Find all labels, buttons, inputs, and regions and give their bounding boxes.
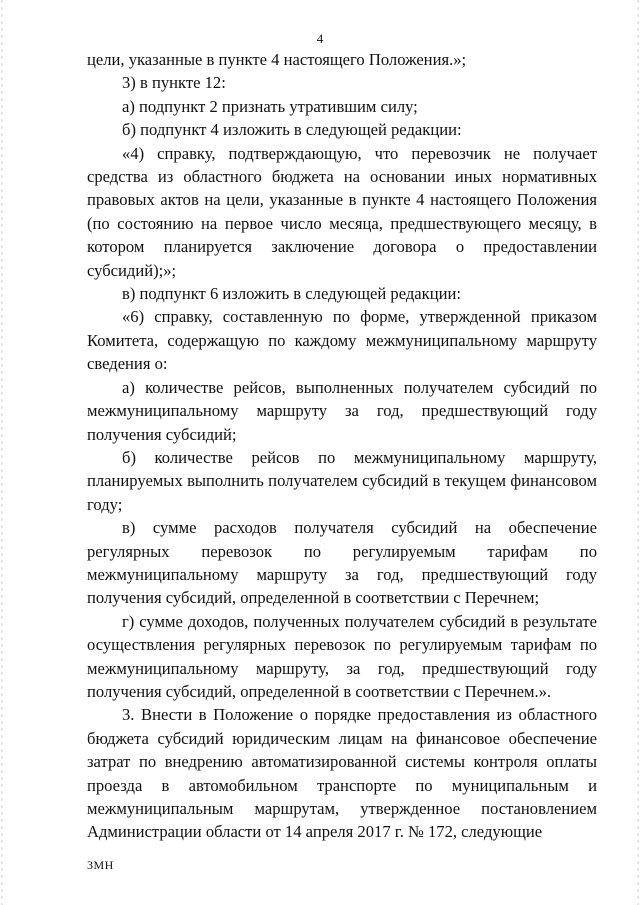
paragraph-info-a: а) количестве рейсов, выполненных получателем субсидий по межмуниципальному маршруту за год, предшествующий году получения субсидий; [87, 377, 597, 444]
paragraph-info-g: г) сумме доходов, полученных получателем субсидий в результате осуществления регулярных перевозок по регулируемым тарифам по межмуниципальному маршруту, за год, предшествующий году получения субсидий, определенной в соответствии с Перечнем.». [87, 611, 597, 701]
scan-edge-right [637, 0, 639, 905]
paragraph-item-3-amend: 3. Внести в Положение о порядке предоставления из областного бюджета субсидий юридическим лицам на финансовое обеспечение затрат по внедрению автоматизированной системы контроля оплаты проезда в автомобильном транспорте по муниципальным и межмуниципальным маршрутам, утвержденное постановлением Администрации области от 14 апреля 2017 г. № 172, следующие [87, 705, 597, 842]
footer-code: 3МН [87, 858, 114, 872]
paragraph-subitem-a: а) подпункт 2 признать утратившим силу; [122, 96, 418, 116]
document-body [87, 48, 597, 844]
page-number: 4 [316, 31, 324, 46]
paragraph-subitem-b: б) подпункт 4 изложить в следующей редакции: [122, 120, 462, 140]
scan-edge-left [1, 0, 3, 905]
paragraph-continuation: цели, указанные в пункте 4 настоящего Положения.»; [87, 50, 467, 69]
paragraph-subitem-v: в) подпункт 6 изложить в следующей редакции: [122, 284, 461, 304]
paragraph-info-b: б) количестве рейсов по межмуниципальному маршруту, планируемых выполнить получателем субсидий в текущем финансовом году; [87, 447, 597, 514]
paragraph-item-3: 3) в пункте 12: [122, 73, 226, 93]
paragraph-quote-6: «6) справку, составленную по форме, утвержденной приказом Комитета, содержащую по каждому межмуниципальному маршруту сведения о: [87, 307, 597, 374]
paragraph-quote-4: «4) справку, подтверждающую, что перевозчик не получает средства из областного бюджета на основании иных нормативных правовых актов на цели, указанные в пункте 4 настоящего Положения (по состоянию на первое число месяца, предшествующего месяцу, в котором планируется заключение договора о предоставлении субсидий);»; [87, 143, 597, 280]
paragraph-info-v: в) сумме расходов получателя субсидий на обеспечение регулярных перевозок по регулируемым тарифам по межмуниципальному маршруту за год, предшествующий году получения субсидий, определенной в соответствии с Перечнем; [87, 518, 597, 608]
